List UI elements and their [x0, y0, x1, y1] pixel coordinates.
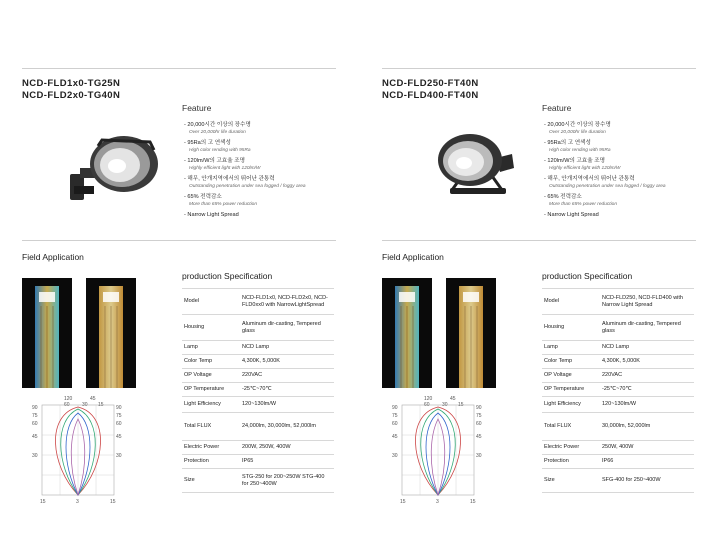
table-row	[182, 341, 334, 355]
feature-text: - 120lm/W의 고효율 조명	[544, 158, 606, 164]
feature-text: - 해무, 안개지역에서의 뛰어난 관통력	[184, 176, 275, 182]
polar-bottom-label: 15	[400, 499, 406, 505]
spec-key: Lamp	[182, 341, 240, 355]
polar-side-label: 75	[32, 413, 38, 419]
feature-text: - 95Ra의 고 연색성	[544, 140, 591, 146]
polar-side-label: 45	[32, 434, 38, 440]
feature-subtext: More than 65% power reduction	[549, 202, 617, 207]
polar-side-label: 30	[476, 453, 482, 459]
spec-value: 220VAC	[240, 369, 334, 383]
divider	[382, 240, 696, 241]
table-row	[182, 397, 334, 413]
table-row	[182, 413, 334, 441]
spec-key: Size	[542, 469, 600, 493]
spec-key: Protection	[182, 455, 240, 469]
spec-key: OP Voltage	[542, 369, 600, 383]
feature-list	[184, 121, 354, 222]
table-row	[182, 441, 334, 455]
feature-subtext: Outstanding penetration under sea fogged / foggy area	[189, 184, 306, 189]
model-line-1: NCD-FLD1x0-TG25N	[22, 78, 121, 89]
polar-bottom-label: 15	[110, 499, 116, 505]
spec-value: -25℃~70℃	[240, 383, 334, 397]
feature-item	[544, 121, 714, 136]
polar-side-label: 90	[32, 405, 38, 411]
building-photo	[446, 278, 496, 388]
feature-subtext: High color rending with 95Ra	[549, 148, 611, 153]
feature-text: - 65% 전력감소	[544, 194, 582, 200]
feature-subtext: Over 20,000hr life duration	[549, 130, 606, 135]
polar-side-label: 30	[392, 453, 398, 459]
spec-value: 4,300K, 5,000K	[240, 355, 334, 369]
spec-key: Size	[182, 469, 240, 493]
field-application-title: Field Application	[22, 252, 84, 262]
polar-top-label: 30	[82, 402, 88, 408]
polar-chart	[390, 395, 510, 507]
divider	[382, 68, 696, 69]
polar-top-label: 45	[450, 396, 456, 402]
feature-subtext: Highly efficient light with 120lm/W	[189, 166, 261, 171]
spec-key: Light Efficiency	[542, 397, 600, 413]
spec-key: Electric Power	[542, 441, 600, 455]
spec-value: 30,000lm, 52,000lm	[600, 413, 694, 441]
polar-side-label: 90	[476, 405, 482, 411]
table-row	[542, 341, 694, 355]
spec-value: NCD Lamp	[600, 341, 694, 355]
spec-key: Color Temp	[182, 355, 240, 369]
polar-top-label: 120	[424, 396, 433, 402]
table-row	[182, 455, 334, 469]
spec-key: Model	[182, 289, 240, 315]
polar-top-label: 45	[90, 396, 96, 402]
model-line-2: NCD-FLD400-FT40N	[382, 90, 479, 101]
feature-subtext: More than 65% power reduction	[189, 202, 257, 207]
polar-bottom-label: 3	[436, 499, 439, 505]
divider	[22, 240, 336, 241]
spec-value: NCD Lamp	[240, 341, 334, 355]
feature-text: - 20,000시간 이상의 장수명	[184, 122, 251, 128]
polar-bottom-label: 15	[40, 499, 46, 505]
table-row	[542, 441, 694, 455]
polar-top-label: 60	[424, 402, 430, 408]
feature-subtext: Highly efficient light with 120lm/W	[549, 166, 621, 171]
feature-text: - 해무, 안개지역에서의 뛰어난 관통력	[544, 176, 635, 182]
table-row	[182, 355, 334, 369]
table-row	[182, 469, 334, 493]
feature-item	[184, 139, 354, 154]
spec-key: Total FLUX	[182, 413, 240, 441]
spec-key: OP Temperature	[542, 383, 600, 397]
polar-side-label: 30	[32, 453, 38, 459]
table-row	[542, 355, 694, 369]
table-row	[542, 397, 694, 413]
feature-item	[544, 175, 714, 190]
polar-top-label: 15	[458, 402, 464, 408]
table-row	[182, 289, 334, 315]
feature-subtext: High color rending with 95Ra	[189, 148, 251, 153]
polar-top-label: 60	[64, 402, 70, 408]
spec-title: production Specification	[182, 271, 273, 281]
spec-key: Model	[542, 289, 600, 315]
spec-key: Total FLUX	[542, 413, 600, 441]
spec-value: SFG-400 for 250~400W	[600, 469, 694, 493]
polar-side-label: 45	[476, 434, 482, 440]
spec-value: -25℃~70℃	[600, 383, 694, 397]
spec-key: Housing	[182, 315, 240, 341]
spec-key: Electric Power	[182, 441, 240, 455]
spec-value: IP66	[600, 455, 694, 469]
spec-value: 200W, 250W, 400W	[240, 441, 334, 455]
spec-value: Aluminum dir-casting, Tempered glass	[600, 315, 694, 341]
feature-text: - 65% 전력감소	[184, 194, 222, 200]
table-row	[542, 383, 694, 397]
polar-top-label: 120	[64, 396, 73, 402]
polar-side-label: 75	[116, 413, 122, 419]
field-application-title: Field Application	[382, 252, 444, 262]
spec-value: 120~130lm/W	[600, 397, 694, 413]
polar-side-label: 90	[116, 405, 122, 411]
polar-bottom-label: 15	[470, 499, 476, 505]
spec-value: 250W, 400W	[600, 441, 694, 455]
table-row	[182, 315, 334, 341]
feature-item	[184, 211, 354, 219]
polar-top-label: 30	[442, 402, 448, 408]
spec-key: OP Temperature	[182, 383, 240, 397]
spec-value: 120~130lm/W	[240, 397, 334, 413]
polar-side-label: 75	[392, 413, 398, 419]
polar-side-label: 45	[116, 434, 122, 440]
spec-key: Lamp	[542, 341, 600, 355]
feature-item	[184, 175, 354, 190]
polar-side-label: 30	[116, 453, 122, 459]
spec-value: 4,300K, 5,000K	[600, 355, 694, 369]
feature-title: Feature	[542, 103, 572, 113]
spec-value: NCD-FLD250, NCD-FLD400 with Narrow Light Spread	[600, 289, 694, 315]
spec-title: production Specification	[542, 271, 633, 281]
polar-side-label: 60	[116, 421, 122, 427]
polar-side-label: 60	[392, 421, 398, 427]
spec-value: STG-250 for 200~250W STG-400 for 250~400W	[240, 469, 334, 493]
feature-text: - 120lm/W의 고효율 조명	[184, 158, 246, 164]
spec-key: Light Efficiency	[182, 397, 240, 413]
feature-subtext: Over 20,000hr life duration	[189, 130, 246, 135]
feature-item	[184, 193, 354, 208]
table-row	[542, 289, 694, 315]
feature-item	[544, 157, 714, 172]
feature-text: - Narrow Light Spread	[544, 212, 599, 218]
product-panel-right	[382, 0, 720, 559]
feature-item	[544, 211, 714, 219]
table-row	[542, 455, 694, 469]
model-line-2: NCD-FLD2x0-TG40N	[22, 90, 121, 101]
spec-key: Protection	[542, 455, 600, 469]
spec-value: IP65	[240, 455, 334, 469]
model-line-1: NCD-FLD250-FT40N	[382, 78, 479, 89]
building-photo	[382, 278, 432, 388]
building-photo	[22, 278, 72, 388]
polar-top-label: 15	[98, 402, 104, 408]
model-title	[22, 78, 120, 102]
floodlight-image	[422, 128, 522, 208]
spec-table	[542, 288, 694, 493]
polar-side-label: 90	[392, 405, 398, 411]
polar-bottom-label: 3	[76, 499, 79, 505]
table-row	[542, 469, 694, 493]
spec-value: 220VAC	[600, 369, 694, 383]
table-row	[542, 369, 694, 383]
floodlight-image	[62, 128, 162, 208]
polar-side-label: 60	[476, 421, 482, 427]
table-row	[542, 413, 694, 441]
polar-side-label: 75	[476, 413, 482, 419]
spec-key: Color Temp	[542, 355, 600, 369]
feature-item	[184, 121, 354, 136]
building-photo	[86, 278, 136, 388]
table-row	[182, 369, 334, 383]
spec-value: Aluminum dir-casting, Tempered glass	[240, 315, 334, 341]
feature-text: - 20,000시간 이상의 장수명	[544, 122, 611, 128]
spec-key: Housing	[542, 315, 600, 341]
feature-item	[544, 139, 714, 154]
feature-text: - Narrow Light Spread	[184, 212, 239, 218]
feature-item	[184, 157, 354, 172]
divider	[22, 68, 336, 69]
spec-key: OP Voltage	[182, 369, 240, 383]
product-panel-left	[22, 0, 360, 559]
feature-title: Feature	[182, 103, 212, 113]
spec-table	[182, 288, 334, 493]
table-row	[542, 315, 694, 341]
spec-value: NCD-FLD1x0, NCD-FLD2x0, NCD-FLD0xx0 with NarrowLightSpread	[240, 289, 334, 315]
feature-item	[544, 193, 714, 208]
polar-side-label: 60	[32, 421, 38, 427]
feature-text: - 95Ra의 고 연색성	[184, 140, 231, 146]
model-title	[382, 78, 479, 102]
polar-chart	[30, 395, 150, 507]
feature-subtext: Outstanding penetration under sea fogged / foggy area	[549, 184, 666, 189]
feature-list	[544, 121, 714, 222]
spec-value: 24,000lm, 30,000lm, 52,000lm	[240, 413, 334, 441]
table-row	[182, 383, 334, 397]
polar-side-label: 45	[392, 434, 398, 440]
